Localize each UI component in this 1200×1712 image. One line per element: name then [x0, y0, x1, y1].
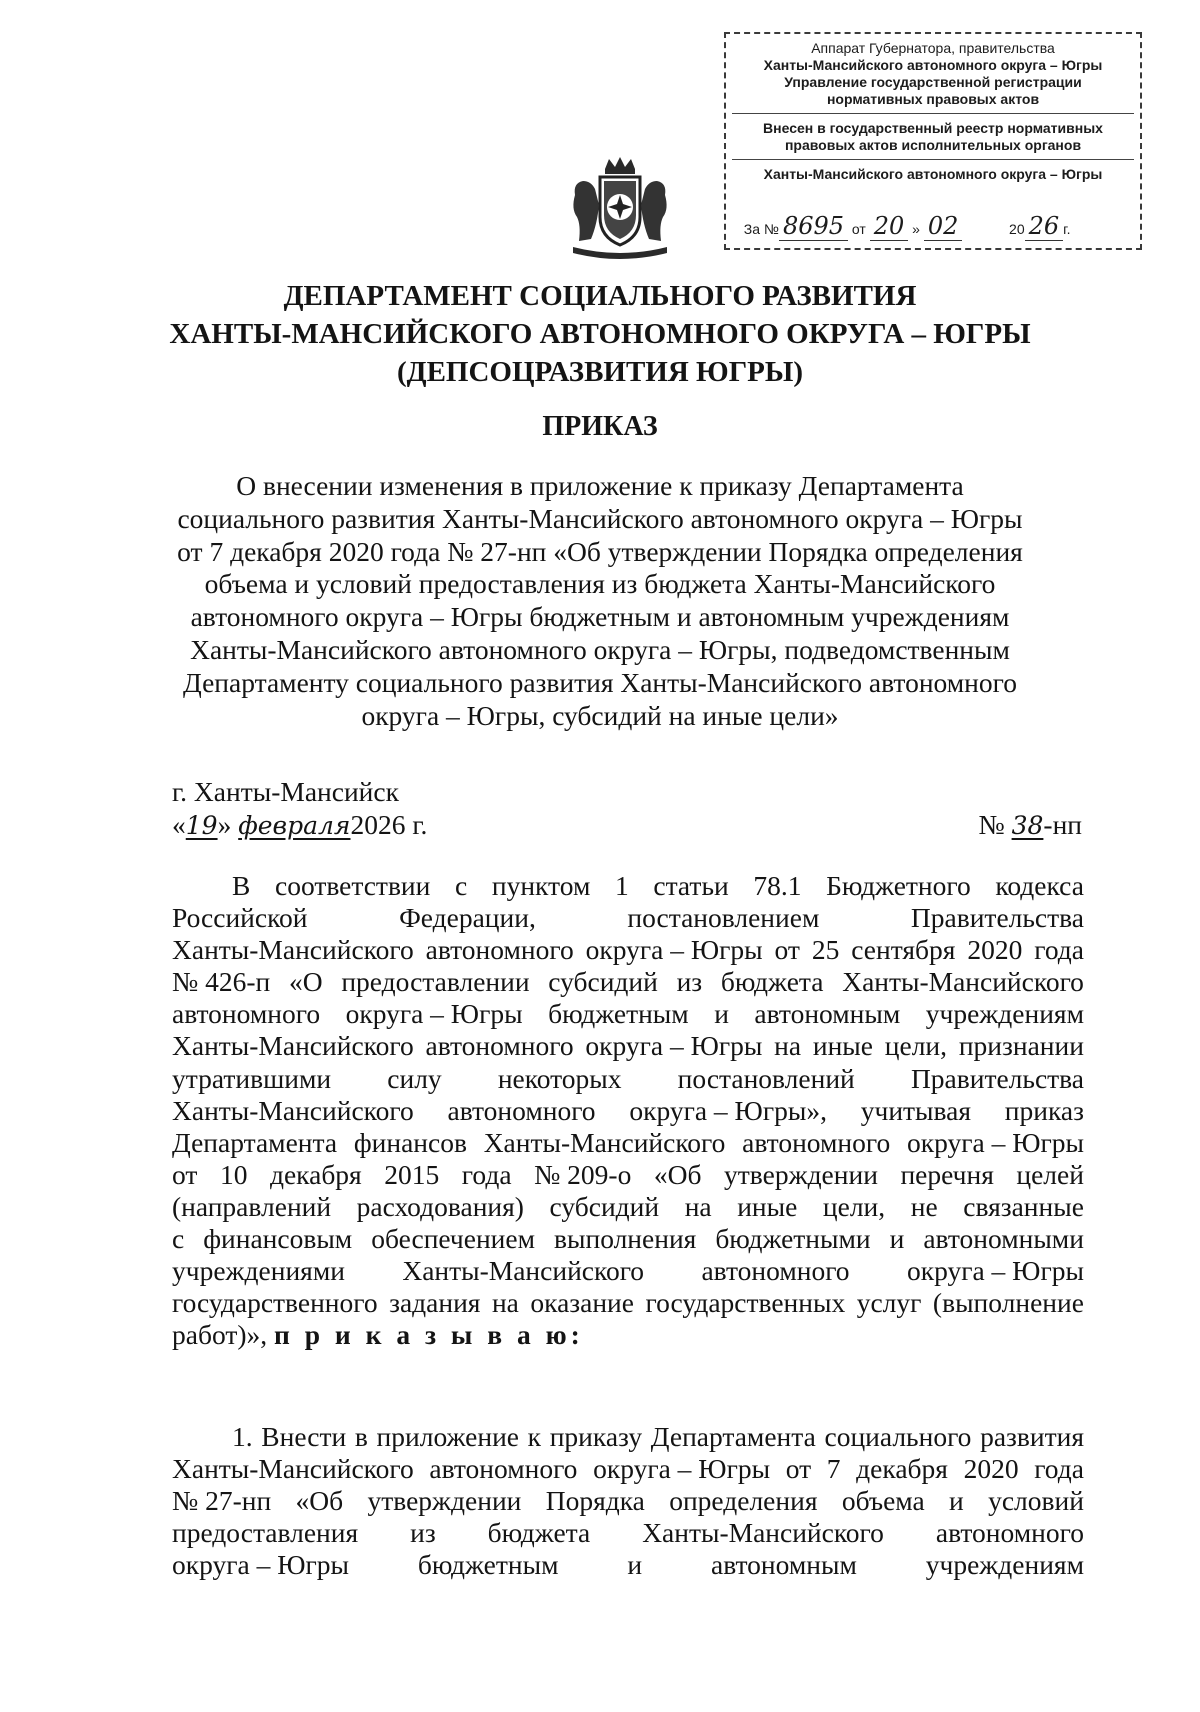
word: округа – Югры — [906, 1255, 1084, 1287]
word: Правительства — [910, 1062, 1084, 1094]
word: округа – Югры — [345, 998, 523, 1030]
word: цели, — [822, 1190, 886, 1222]
word: Федерации, — [399, 902, 536, 934]
word: автономными — [923, 1223, 1084, 1255]
word: пунктом — [491, 870, 591, 901]
stamp-line: Внесен в государственный реестр нормативных — [763, 120, 1103, 136]
stamp-reg-quote: » — [912, 221, 920, 237]
subject-line: Департаменту социального развития Ханты-Мансийского автономного — [183, 666, 1017, 698]
subject-line: от 7 декабря 2020 года № 27-нп «Об утверждении Порядка определения — [177, 535, 1023, 567]
word: на — [491, 1287, 519, 1319]
word: Ханты-Мансийского — [483, 1126, 726, 1158]
word: утратившими — [172, 1062, 332, 1094]
word: округа – Югры — [172, 1549, 350, 1581]
word: года — [1034, 934, 1084, 966]
department-short-name: (ДЕПСОЦРАЗВИТИЯ ЮГРЫ) — [396, 356, 804, 388]
stamp-reg-number: 8695 — [779, 212, 848, 241]
word: 2015 — [384, 1158, 440, 1190]
word: и — [889, 1223, 905, 1255]
word: 2020 — [967, 934, 1023, 966]
word: округа – Югры», — [629, 1094, 827, 1126]
stamp-line: правовых актов исполнительных органов — [784, 137, 1082, 153]
word: предоставления — [172, 1517, 359, 1549]
word: иные — [812, 1030, 873, 1062]
paragraph-line — [172, 1287, 1084, 1319]
stamp-reg-year-prefix: 20 — [1009, 221, 1025, 237]
word: Правительства — [910, 902, 1084, 934]
word: Ханты-Мансийского — [172, 1094, 414, 1126]
word: услуг — [856, 1287, 922, 1319]
word: автономного — [429, 1453, 578, 1485]
subject-line: О внесении изменения в приложение к приказу Департамента — [236, 470, 964, 501]
word: некоторых — [497, 1062, 622, 1094]
subject-line: Ханты-Мансийского автономного округа – Югры, подведомственным — [190, 633, 1010, 665]
department-header — [0, 277, 1200, 391]
word: к — [527, 1421, 542, 1452]
word: учреждениям — [925, 1549, 1084, 1581]
paragraph-line — [172, 1095, 1084, 1127]
word: с — [172, 1223, 185, 1255]
document-date — [172, 809, 427, 841]
word: государственного — [172, 1287, 378, 1319]
paragraph-line — [172, 1159, 1084, 1191]
word: 2020 — [963, 1453, 1019, 1485]
document-number — [978, 809, 1082, 841]
word: финансов — [353, 1126, 467, 1158]
stamp-registration-line — [736, 212, 1132, 240]
word: Российской — [172, 902, 308, 934]
subject-line: округа – Югры, субсидий на иные цели» — [361, 699, 839, 731]
paragraph-line — [172, 902, 1084, 934]
word: и — [714, 998, 729, 1030]
word: государственных — [645, 1287, 846, 1319]
word: постановлением — [627, 902, 820, 934]
stamp-section — [732, 159, 1134, 183]
word: и — [949, 1485, 964, 1517]
word: Внести — [261, 1421, 347, 1452]
number-prefix: № — [978, 809, 1005, 840]
number-value: 38 — [1011, 811, 1044, 840]
word: оказание — [530, 1287, 634, 1319]
word: Департамента — [172, 1126, 338, 1158]
word: Ханты-Мансийского — [642, 1517, 884, 1549]
stamp-section — [732, 113, 1134, 154]
stamp-line: Ханты-Мансийского автономного округа – Югры — [763, 166, 1103, 182]
preamble-paragraph — [172, 870, 1084, 1351]
word: от — [785, 1453, 812, 1485]
stamp-reg-prefix: За № — [743, 221, 779, 237]
word: финансовым — [203, 1223, 353, 1255]
word: сентября — [851, 934, 956, 966]
word: декабря — [856, 1453, 948, 1485]
word: приказ — [1004, 1094, 1084, 1126]
registration-stamp — [724, 32, 1142, 250]
word: от — [172, 1158, 198, 1190]
date-month: февраля — [238, 811, 351, 840]
word: расходования) — [356, 1190, 524, 1222]
word: учреждениям — [925, 998, 1084, 1030]
word: приложение — [376, 1421, 519, 1452]
word: «Об — [653, 1158, 702, 1190]
word: автономным — [754, 998, 901, 1030]
word: признании — [958, 1030, 1084, 1062]
word: округа – Югры — [585, 934, 763, 966]
paragraph-line — [172, 1255, 1084, 1287]
word: года — [461, 1158, 512, 1190]
paragraph-line — [172, 1453, 1084, 1485]
subject-line: объема и условий предоставления из бюджета Ханты-Мансийского — [204, 568, 996, 600]
word: цели, — [884, 1030, 948, 1062]
document-place: г. Ханты-Мансийск — [172, 776, 399, 807]
word: выполнения — [554, 1223, 697, 1255]
stamp-reg-from: от — [851, 221, 866, 237]
word: «Об — [295, 1485, 344, 1517]
word: предоставлении — [341, 966, 530, 998]
order-subject — [150, 470, 1050, 732]
word: автономного — [425, 1030, 574, 1062]
stamp-reg-year: 26 — [1025, 212, 1064, 241]
paragraph-line — [172, 1063, 1084, 1095]
document-type-title: ПРИКАЗ — [542, 411, 658, 442]
word: Департамента — [650, 1421, 816, 1452]
subject-line: автономного округа – Югры бюджетным и автономным учреждениям — [190, 601, 1010, 633]
number-suffix: -нп — [1043, 809, 1082, 840]
stamp-line: Аппарат Губернатора, правительства — [811, 40, 1055, 56]
word: из — [410, 1517, 436, 1549]
word: (выполнение — [932, 1287, 1084, 1319]
word: обеспечением — [371, 1223, 536, 1255]
word: бюджетным — [417, 1549, 559, 1581]
word: декабря — [269, 1158, 362, 1190]
word: округа – Югры — [593, 1453, 771, 1485]
word: иные — [737, 1190, 798, 1222]
stamp-reg-month: 02 — [924, 212, 963, 241]
stamp-line: Управление государственной регистрации — [784, 74, 1082, 90]
word: бюджетными — [715, 1223, 871, 1255]
word: округа – Югры — [906, 1126, 1084, 1158]
word: учитывая — [860, 1094, 972, 1126]
word: Ханты-Мансийского — [402, 1255, 645, 1287]
word: 25 — [811, 934, 840, 966]
subject-line: социального развития Ханты-Мансийского автономного округа – Югры — [177, 502, 1023, 534]
paragraph-line — [172, 1319, 1084, 1351]
coat-of-arms-icon — [565, 155, 675, 265]
order-item-1 — [172, 1421, 1084, 1581]
word: на — [684, 1190, 712, 1222]
word: связанные — [963, 1190, 1084, 1222]
word: объема — [841, 1485, 925, 1517]
word: Бюджетного — [826, 870, 971, 901]
paragraph-line — [172, 1485, 1084, 1517]
word: социального — [824, 1421, 972, 1452]
word: Ханты-Мансийского — [172, 934, 414, 966]
paragraph-line — [172, 870, 1084, 902]
word: учреждениями — [172, 1255, 345, 1287]
paragraph-line — [172, 1421, 1084, 1453]
word: Ханты-Мансийского — [172, 1030, 414, 1062]
word: силу — [387, 1062, 442, 1094]
word: в — [354, 1421, 368, 1452]
word: № 426-п — [172, 966, 271, 998]
word: Порядка — [545, 1485, 645, 1517]
paragraph-line — [172, 1191, 1084, 1223]
word: Ханты-Мансийского — [172, 1453, 414, 1485]
word: автономного — [172, 998, 321, 1030]
paragraph-line — [172, 1223, 1084, 1255]
word: Ханты-Мансийского — [842, 966, 1084, 998]
word: автономного — [701, 1255, 850, 1287]
word: автономного — [935, 1517, 1084, 1549]
word: бюджетным — [548, 998, 689, 1030]
word: задания — [389, 1287, 481, 1319]
word: автономного — [425, 934, 574, 966]
word: года — [1034, 1453, 1084, 1485]
word: с — [455, 870, 468, 901]
word: бюджета — [720, 966, 824, 998]
word: соответствии — [274, 870, 431, 901]
stamp-line: нормативных правовых актов — [826, 91, 1040, 107]
word: В — [232, 870, 251, 901]
paragraph-line — [172, 966, 1084, 998]
word: перечня — [900, 1158, 994, 1190]
word: бюджета — [487, 1517, 591, 1549]
word: из — [676, 966, 703, 998]
date-day: 19 — [185, 811, 218, 840]
word: «О — [288, 966, 323, 998]
paragraph-line — [172, 1549, 1084, 1581]
word: округа – Югры — [585, 1030, 763, 1062]
word: статьи — [653, 870, 729, 901]
word: 1. — [232, 1421, 253, 1452]
paragraph-line — [172, 998, 1084, 1030]
date-year: 2026 г. — [350, 809, 428, 840]
paragraph-line — [172, 1030, 1084, 1062]
word: автономного — [742, 1126, 891, 1158]
department-name-line: ДЕПАРТАМЕНТ СОЦИАЛЬНОГО РАЗВИТИЯ — [283, 280, 917, 312]
word: развития — [980, 1421, 1084, 1452]
word: не — [910, 1190, 938, 1222]
word: автономным — [711, 1549, 857, 1581]
stamp-reg-day: 20 — [870, 212, 909, 241]
paragraph-line — [172, 1517, 1084, 1549]
stamp-line: Ханты-Мансийского автономного округа – Югры — [763, 57, 1103, 73]
paragraph-line — [172, 1127, 1084, 1159]
word: № 209-о — [534, 1158, 632, 1190]
word: на — [774, 1030, 802, 1062]
word: условий — [988, 1485, 1084, 1517]
order-keyword: п р и к а з ы в а ю: — [274, 1319, 584, 1351]
word: 78.1 — [753, 870, 802, 901]
date-open-quote: « — [172, 809, 186, 840]
word: определения — [669, 1485, 818, 1517]
paragraph-line — [172, 934, 1084, 966]
word: субсидий — [549, 1190, 660, 1222]
word: приказу — [549, 1421, 643, 1452]
stamp-reg-year-end: г. — [1063, 221, 1071, 237]
word: постановлений — [677, 1062, 855, 1094]
word: № 27-нп — [172, 1485, 272, 1517]
department-name-line: ХАНТЫ-МАНСИЙСКОГО АВТОНОМНОГО ОКРУГА – ЮГРЫ — [169, 318, 1031, 350]
word: автономного — [447, 1094, 596, 1126]
word: субсидий — [548, 966, 658, 998]
word: кодекса — [995, 870, 1084, 901]
preamble-ending: работ)», — [172, 1319, 275, 1351]
word: (направлений — [172, 1190, 332, 1222]
word: от — [774, 934, 800, 966]
word: целей — [1016, 1158, 1084, 1190]
word: утверждении — [724, 1158, 878, 1190]
word: и — [627, 1549, 643, 1581]
word: 1 — [614, 870, 629, 901]
word: 7 — [826, 1453, 841, 1485]
word: утверждении — [367, 1485, 522, 1517]
date-close-quote: » — [217, 809, 232, 840]
word: 10 — [219, 1158, 248, 1190]
